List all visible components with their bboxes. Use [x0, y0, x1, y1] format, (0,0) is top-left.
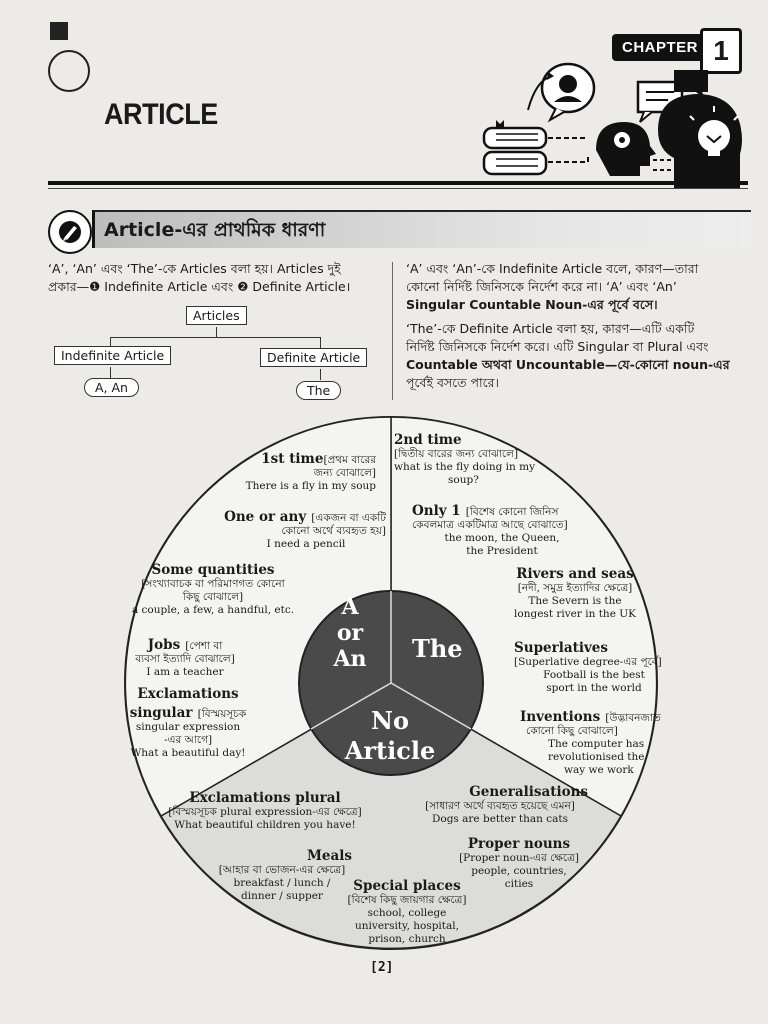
entry-only-one: Only 1 [বিশেষ কোনো জিনিস কেবলমাত্র একটিমাত্র আছে বোঝাতে] the moon, the Queen, the President [412, 503, 568, 557]
tree-root-articles: Articles [186, 306, 247, 325]
entry-second-time: 2nd time [দ্বিতীয় বারের জন্য বোঝালে] what is the fly doing in my soup? [394, 432, 536, 486]
pen-icon [48, 210, 92, 254]
user-bubble-icon [542, 64, 594, 120]
left-intro [48, 260, 388, 296]
entry-rivers-and-seas: Rivers and seas [নদী, সমুদ্র ইত্যাদির ক্ষেত্রে] The Severn is the longest river in the UK [514, 566, 636, 620]
head-gear-icon [596, 122, 656, 176]
entry-exclamations-singular: Exclamations singular [বিস্ময়সূচক singular expression -এর আগে] What a beautiful day! [129, 686, 247, 759]
entry-superlatives: Superlatives [Superlative degree-এর পূর্বে] Football is the best sport in the world [514, 640, 662, 694]
header-illustration [478, 40, 750, 190]
entry-first-time: 1st time[প্রথম বারের জন্য বোঝালে] There is a fly in my soup [245, 451, 376, 492]
entry-generalisations: Generalisations [সাধারণ অর্থে ব্যবহৃত হয়েছে এমন] Dogs are better than cats [425, 784, 588, 825]
tree-leaf-a-an: A, An [84, 378, 139, 397]
column-divider [392, 262, 393, 400]
entry-meals: Meals [আহার বা ভোজন-এর ক্ষেত্রে] breakfast / lunch / dinner / supper [218, 848, 352, 902]
left-intro-line: প্রকার—❶ Indefinite Article এবং ❷ Definite Article। [48, 279, 351, 294]
entry-some-quantities: Some quantities [সংখ্যাবাচক বা পরিমাণগত কোনো কিছু বোঝালে] a couple, a few, a handful, etc. [131, 562, 295, 616]
header-rule-thick [48, 181, 748, 185]
right-intro-line: নির্দিষ্ট জিনিসকে নির্দেশ করে। এটি Singular বা Plural এবং [406, 339, 709, 354]
entry-jobs: Jobs [পেশা বা ব্যবসা ইত্যাদি বোঝালে] I am a teacher [135, 637, 235, 678]
entry-one-or-any: One or any [একজন বা একটি কোনো অর্থে ব্যবহৃত হয়] I need a pencil [224, 509, 386, 550]
right-intro [406, 260, 751, 392]
tree-connector [110, 337, 320, 338]
tree-indefinite-article: Indefinite Article [54, 346, 171, 365]
page-number: [2] [370, 960, 394, 975]
entry-exclamations-plural: Exclamations plural [বিস্ময়সূচক plural expression-এর ক্ষেত্রে] What beautiful children you have! [168, 790, 362, 831]
tree-leaf-the: The [296, 381, 341, 400]
right-intro-line: Countable অথবা Uncountable—যে-কোনো noun-এর [406, 357, 730, 372]
hub-label-the: The [412, 634, 463, 663]
right-intro-line: Singular Countable Noun-এর পূর্বে বসে। [406, 297, 658, 312]
right-intro-line: ‘The’-কে Definite Article বলা হয়, কারণ—এটি একটি [406, 321, 695, 336]
head-lightbulb-icon [658, 94, 742, 188]
hub-label-no-article: No Article [344, 706, 436, 765]
hub-label-a-an: A or An [333, 594, 367, 672]
corner-square-mark [50, 22, 68, 40]
chapter-label: CHAPTER [612, 34, 712, 61]
section-title: Article-এর প্রাথমিক ধারণা [104, 219, 326, 241]
entry-proper-nouns: Proper nouns [Proper noun-এর ক্ষেত্রে] people, countries, cities [459, 836, 579, 890]
tree-connector [320, 369, 321, 380]
chapter-number: 1 [700, 28, 742, 74]
tree-connector [216, 327, 217, 337]
right-intro-line: পূর্বেই বসতে পারে। [406, 375, 500, 390]
corner-circle-mark [48, 50, 90, 92]
tree-connector [320, 337, 321, 348]
right-intro-line: কোনো নির্দিষ্ট জিনিসকে নির্দেশ করে না। ‘A’ এবং ‘An’ [406, 279, 677, 294]
tree-definite-article: Definite Article [260, 348, 367, 367]
header-rule-thin [48, 188, 748, 189]
left-intro-line: ‘A’, ‘An’ এবং ‘The’-কে Articles বলা হয়। Articles দুই [48, 261, 341, 276]
right-intro-line: ‘A’ এবং ‘An’-কে Indefinite Article বলে, কারণ—তারা [406, 261, 699, 276]
entry-special-places: Special places [বিশেষ কিছু জায়গার ক্ষেত্রে] school, college university, hospital, prison, church [347, 878, 467, 945]
books-icon [484, 120, 546, 174]
tree-connector [110, 367, 111, 378]
entry-inventions: Inventions [উদ্ভাবনজাত কোনো কিছু বোঝালে] The computer has revolutionised the way we work [520, 709, 661, 776]
tree-connector [110, 337, 111, 346]
page-title: ARTICLE [104, 98, 218, 131]
